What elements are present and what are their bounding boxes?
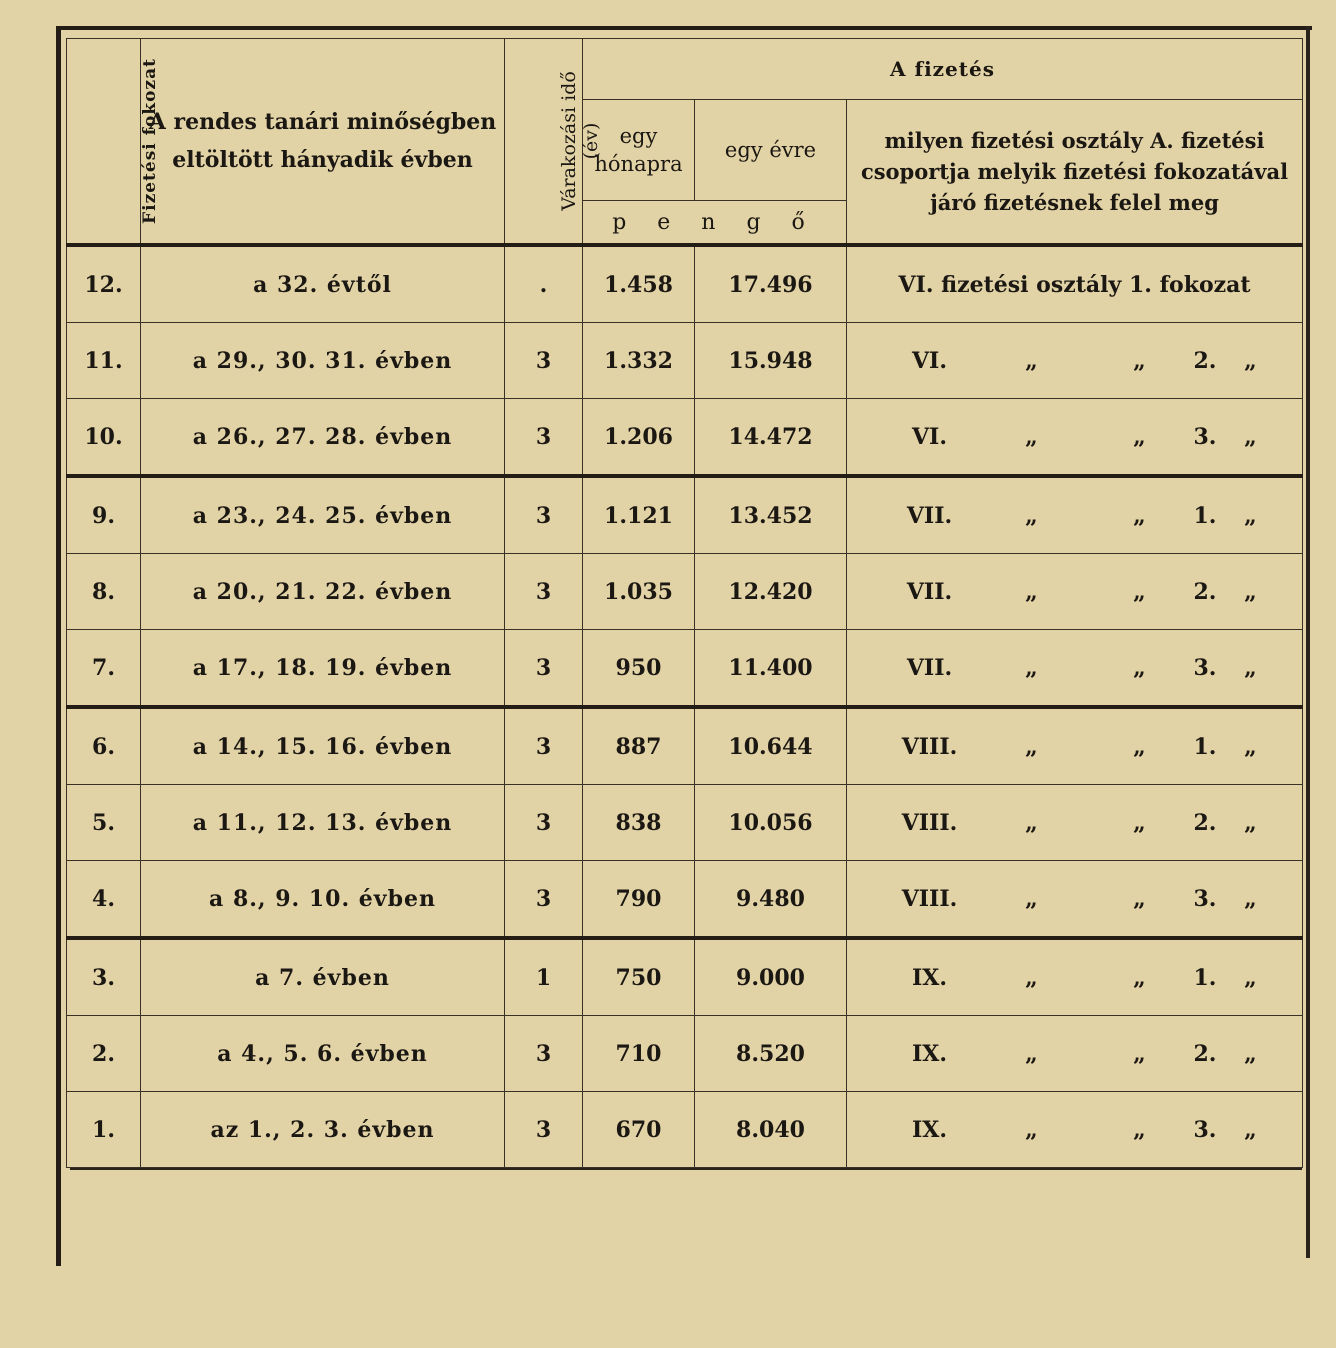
class-cell	[847, 861, 1303, 939]
table-row	[67, 476, 1303, 554]
monthly-cell: 1.121	[583, 476, 695, 554]
class-roman: VIII.	[901, 809, 958, 836]
ditto-mark: „	[1244, 347, 1257, 374]
table-row	[67, 1092, 1303, 1168]
table-body	[67, 245, 1303, 1168]
grade-number: 1.	[1193, 964, 1217, 991]
yearly-cell: 8.040	[695, 1092, 847, 1168]
grade-cell: 12.	[67, 245, 141, 323]
class-cell	[847, 1092, 1303, 1168]
class-cell	[847, 476, 1303, 554]
class-cell	[847, 707, 1303, 785]
class-roman: VII.	[906, 654, 953, 681]
yearly-cell: 11.400	[695, 630, 847, 708]
monthly-cell: 1.332	[583, 323, 695, 399]
yearly-cell: 12.420	[695, 554, 847, 630]
grade-cell: 10.	[67, 399, 141, 477]
ditto-mark: „	[1244, 964, 1257, 991]
class-roman: VI.	[911, 347, 948, 374]
wait-column-header: Várakozási idő (év)	[505, 39, 583, 246]
ditto-mark: „	[1244, 578, 1257, 605]
class-roman: VIII.	[901, 885, 958, 912]
years-cell: a 32. évtől	[141, 245, 505, 323]
class-cell: VI. fizetési osztály 1. fokozat	[847, 245, 1303, 323]
years-cell: a 23., 24. 25. évben	[141, 476, 505, 554]
ditto-mark: „	[1025, 502, 1038, 529]
grade-cell: 5.	[67, 785, 141, 861]
class-roman: IX.	[911, 964, 948, 991]
grade-number: 3.	[1193, 1116, 1217, 1143]
years-cell: az 1., 2. 3. évben	[141, 1092, 505, 1168]
grade-number: 3.	[1193, 885, 1217, 912]
monthly-cell: 838	[583, 785, 695, 861]
grade-cell: 8.	[67, 554, 141, 630]
class-roman: IX.	[911, 1040, 948, 1067]
grade-cell: 7.	[67, 630, 141, 708]
ditto-mark: „	[1244, 1040, 1257, 1067]
class-roman: VII.	[906, 578, 953, 605]
ditto-mark: „	[1025, 809, 1038, 836]
table-row	[67, 245, 1303, 323]
table-row	[67, 1016, 1303, 1092]
wait-cell: 1	[505, 938, 583, 1016]
ditto-mark: „	[1133, 964, 1146, 991]
table-header	[67, 39, 1303, 246]
grade-cell: 6.	[67, 707, 141, 785]
ditto-mark: „	[1133, 347, 1146, 374]
table-row	[67, 938, 1303, 1016]
ditto-mark: „	[1133, 885, 1146, 912]
yearly-cell: 15.948	[695, 323, 847, 399]
ditto-mark: „	[1133, 1040, 1146, 1067]
ditto-mark: „	[1244, 423, 1257, 450]
ditto-mark: „	[1025, 885, 1038, 912]
years-cell: a 7. évben	[141, 938, 505, 1016]
frame-top-rule	[56, 26, 1312, 30]
ditto-mark: „	[1133, 1116, 1146, 1143]
wait-cell: .	[505, 245, 583, 323]
ditto-mark: „	[1025, 1040, 1038, 1067]
class-roman: VI.	[911, 423, 948, 450]
wait-cell: 3	[505, 476, 583, 554]
ditto-mark: „	[1025, 347, 1038, 374]
years-cell: a 26., 27. 28. évben	[141, 399, 505, 477]
wait-cell: 3	[505, 861, 583, 939]
table-row	[67, 630, 1303, 708]
monthly-cell: 710	[583, 1016, 695, 1092]
class-cell	[847, 554, 1303, 630]
years-cell: a 11., 12. 13. évben	[141, 785, 505, 861]
ditto-mark: „	[1244, 733, 1257, 760]
ditto-mark: „	[1244, 809, 1257, 836]
wait-cell: 3	[505, 1092, 583, 1168]
monthly-cell: 1.458	[583, 245, 695, 323]
wait-cell: 3	[505, 323, 583, 399]
wait-cell: 3	[505, 1016, 583, 1092]
bottom-rule	[70, 1168, 1302, 1170]
grade-number: 1.	[1193, 502, 1217, 529]
yearly-cell: 17.496	[695, 245, 847, 323]
grade-cell: 9.	[67, 476, 141, 554]
grade-cell: 4.	[67, 861, 141, 939]
ditto-mark: „	[1025, 733, 1038, 760]
yearly-cell: 9.480	[695, 861, 847, 939]
table-row	[67, 554, 1303, 630]
salary-table	[66, 38, 1303, 1168]
wait-cell: 3	[505, 785, 583, 861]
currency-header: p e n g ő	[583, 201, 847, 246]
ditto-mark: „	[1244, 502, 1257, 529]
frame-left-rule	[56, 26, 61, 1266]
grade-cell: 1.	[67, 1092, 141, 1168]
grade-cell: 11.	[67, 323, 141, 399]
ditto-mark: „	[1133, 423, 1146, 450]
class-cell	[847, 938, 1303, 1016]
wait-cell: 3	[505, 399, 583, 477]
ditto-mark: „	[1133, 502, 1146, 529]
wait-cell: 3	[505, 630, 583, 708]
monthly-cell: 887	[583, 707, 695, 785]
ditto-mark: „	[1244, 885, 1257, 912]
yearly-cell: 14.472	[695, 399, 847, 477]
ditto-mark: „	[1244, 654, 1257, 681]
years-column-header: A rendes tanári minőségben eltöltött hányadik évben	[141, 39, 505, 246]
class-roman: VII.	[906, 502, 953, 529]
ditto-mark: „	[1025, 1116, 1038, 1143]
monthly-cell: 670	[583, 1092, 695, 1168]
class-cell	[847, 1016, 1303, 1092]
table-row	[67, 861, 1303, 939]
class-cell	[847, 630, 1303, 708]
yearly-cell: 9.000	[695, 938, 847, 1016]
grade-number: 2.	[1193, 578, 1217, 605]
ditto-mark: „	[1133, 654, 1146, 681]
wait-cell: 3	[505, 707, 583, 785]
ditto-mark: „	[1133, 809, 1146, 836]
salary-group-header: A fizetés	[583, 39, 1303, 100]
monthly-cell: 1.206	[583, 399, 695, 477]
class-column-header: milyen fizetési osztály A. fizetési csoportja melyik fizetési fokozatával járó fizetésnek felel meg	[847, 100, 1303, 246]
table-row	[67, 707, 1303, 785]
years-cell: a 17., 18. 19. évben	[141, 630, 505, 708]
ditto-mark: „	[1244, 1116, 1257, 1143]
table-row	[67, 785, 1303, 861]
monthly-cell: 750	[583, 938, 695, 1016]
grade-cell: 3.	[67, 938, 141, 1016]
yearly-cell: 10.644	[695, 707, 847, 785]
ditto-mark: „	[1133, 578, 1146, 605]
ditto-mark: „	[1133, 733, 1146, 760]
monthly-column-header: egy hónapra	[583, 100, 695, 201]
years-cell: a 14., 15. 16. évben	[141, 707, 505, 785]
ditto-mark: „	[1025, 654, 1038, 681]
grade-cell: 2.	[67, 1016, 141, 1092]
years-cell: a 8., 9. 10. évben	[141, 861, 505, 939]
monthly-cell: 790	[583, 861, 695, 939]
years-cell: a 29., 30. 31. évben	[141, 323, 505, 399]
frame-right-rule	[1306, 26, 1310, 1258]
ditto-mark: „	[1025, 964, 1038, 991]
grade-number: 2.	[1193, 809, 1217, 836]
grade-number: 2.	[1193, 347, 1217, 374]
monthly-cell: 950	[583, 630, 695, 708]
yearly-column-header: egy évre	[695, 100, 847, 201]
grade-number: 2.	[1193, 1040, 1217, 1067]
yearly-cell: 13.452	[695, 476, 847, 554]
grade-column-header: Fizetési fokozat	[67, 39, 141, 246]
class-roman: IX.	[911, 1116, 948, 1143]
grade-number: 3.	[1193, 654, 1217, 681]
yearly-cell: 8.520	[695, 1016, 847, 1092]
grade-number: 1.	[1193, 733, 1217, 760]
table-row	[67, 323, 1303, 399]
class-roman: VIII.	[901, 733, 958, 760]
yearly-cell: 10.056	[695, 785, 847, 861]
table-row	[67, 399, 1303, 477]
years-cell: a 4., 5. 6. évben	[141, 1016, 505, 1092]
class-cell	[847, 785, 1303, 861]
class-cell	[847, 399, 1303, 477]
wait-cell: 3	[505, 554, 583, 630]
monthly-cell: 1.035	[583, 554, 695, 630]
class-cell	[847, 323, 1303, 399]
ditto-mark: „	[1025, 423, 1038, 450]
grade-number: 3.	[1193, 423, 1217, 450]
ditto-mark: „	[1025, 578, 1038, 605]
years-cell: a 20., 21. 22. évben	[141, 554, 505, 630]
